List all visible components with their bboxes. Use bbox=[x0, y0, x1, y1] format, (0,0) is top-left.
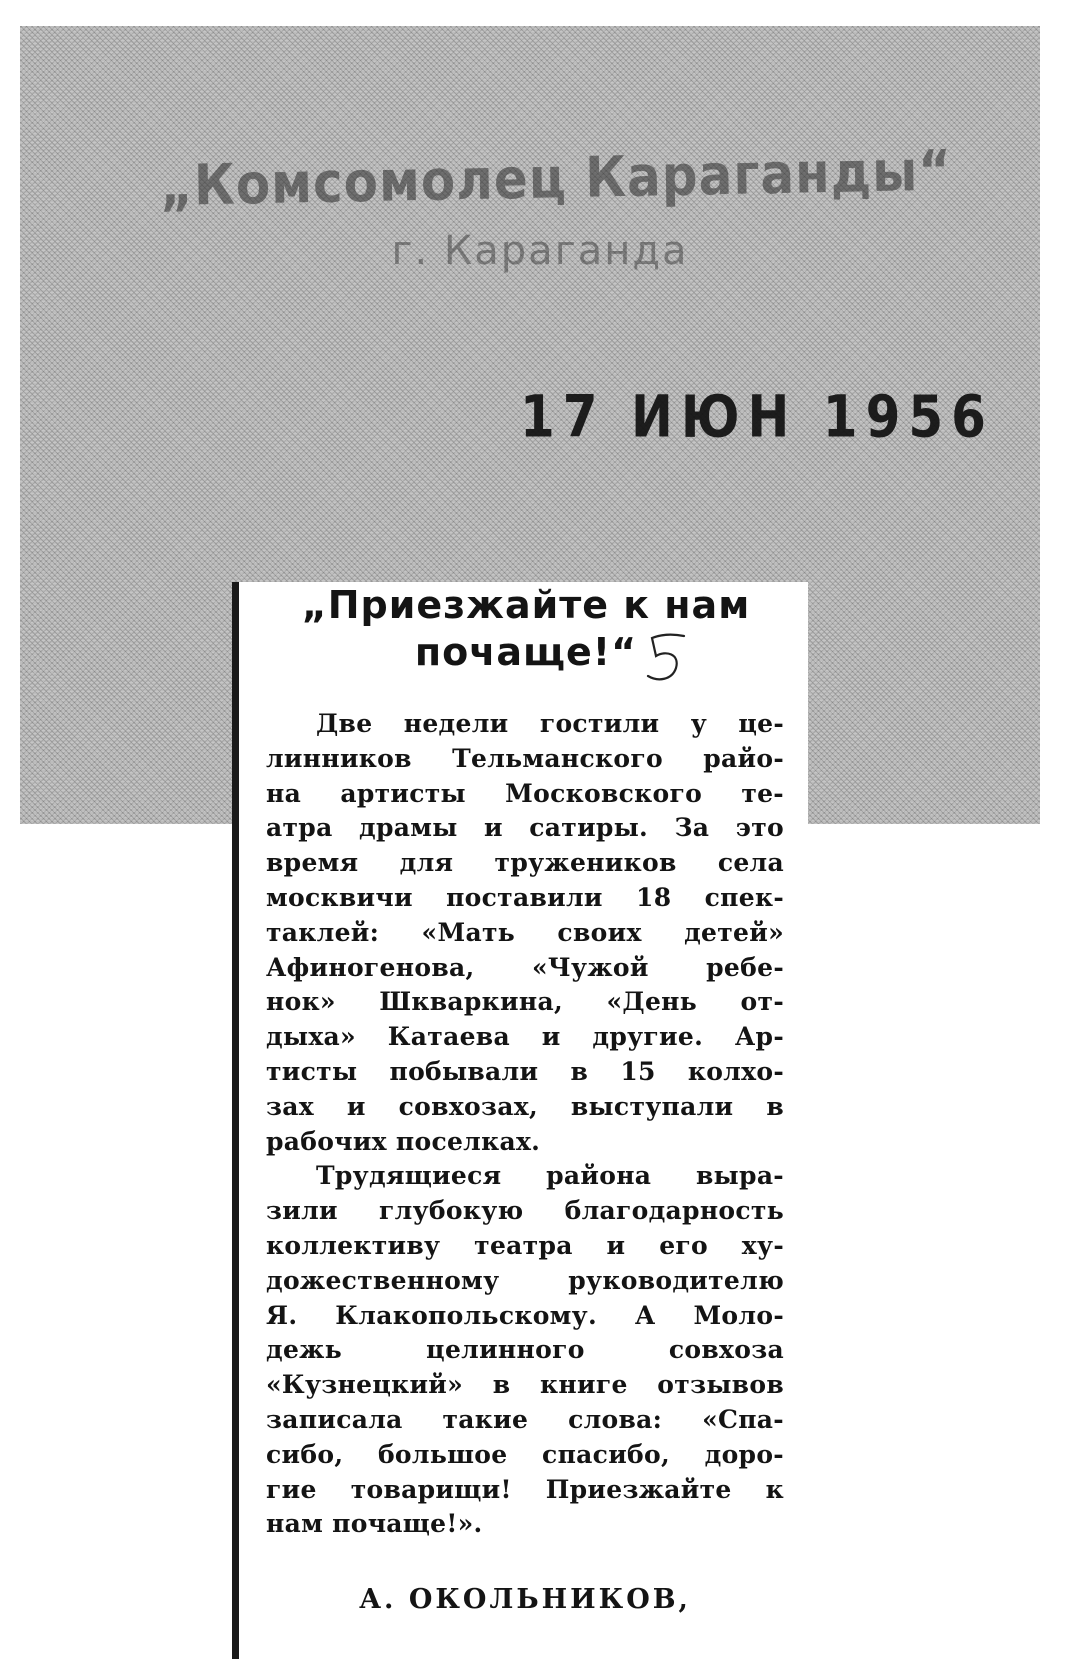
article-body bbox=[266, 707, 784, 1542]
newspaper-stamp: „Комсомолец Караганды“ bbox=[159, 138, 953, 219]
body-line: гие товарищи! Приезжайте к bbox=[266, 1474, 784, 1504]
body-line: тисты побывали в 15 колхо- bbox=[266, 1056, 784, 1086]
handwritten-mark bbox=[640, 628, 690, 688]
date-stamp: 17 ИЮН 1956 bbox=[520, 383, 994, 451]
body-line: Я. Клакопольскому. А Моло- bbox=[266, 1300, 784, 1330]
author-signature: А. ОКОЛЬНИКОВ, bbox=[359, 1584, 691, 1615]
body-line: атра драмы и сатиры. За это bbox=[266, 813, 784, 843]
headline-line-1: „Приезжайте к нам bbox=[301, 583, 751, 627]
body-line: записала такие слова: «Спа- bbox=[266, 1404, 784, 1434]
body-line: дежь целинного совхоза bbox=[266, 1335, 784, 1365]
column-rule bbox=[232, 584, 239, 1659]
body-line: время для тружеников села bbox=[266, 848, 784, 878]
body-line: москвичи поставили 18 спек- bbox=[266, 882, 784, 912]
body-line: зах и совхозах, выступали в bbox=[266, 1091, 784, 1121]
article-headline bbox=[256, 582, 796, 676]
body-line: Афиногенова, «Чужой ребе- bbox=[266, 952, 784, 982]
body-line: «Кузнецкий» в книге отзывов bbox=[266, 1370, 784, 1400]
body-line: Трудящиеся района выра- bbox=[316, 1161, 784, 1191]
body-line: коллективу театра и его ху- bbox=[266, 1230, 784, 1260]
city-stamp: г. Караганда bbox=[391, 228, 689, 274]
body-line: рабочих поселках. bbox=[266, 1126, 541, 1156]
newspaper-clipping bbox=[232, 582, 808, 1665]
body-line: линников Тельманского райо- bbox=[266, 743, 784, 773]
body-line: на артисты Московского те- bbox=[266, 778, 784, 808]
body-line: дыха» Катаева и другие. Ар- bbox=[266, 1022, 784, 1052]
body-line: нок» Шкваркина, «День от- bbox=[266, 987, 784, 1017]
body-line: дожественному руководителю bbox=[266, 1265, 784, 1295]
headline-line-2: почаще!“ bbox=[414, 630, 638, 674]
column-rule-top bbox=[232, 582, 239, 628]
body-line: зили глубокую благодарность bbox=[266, 1196, 784, 1226]
body-line: Две недели гостили у це- bbox=[316, 709, 784, 738]
body-line: сибо, большое спасибо, доро- bbox=[266, 1439, 784, 1469]
body-line: таклей: «Мать своих детей» bbox=[266, 917, 784, 947]
body-line: нам почаще!». bbox=[266, 1509, 483, 1539]
